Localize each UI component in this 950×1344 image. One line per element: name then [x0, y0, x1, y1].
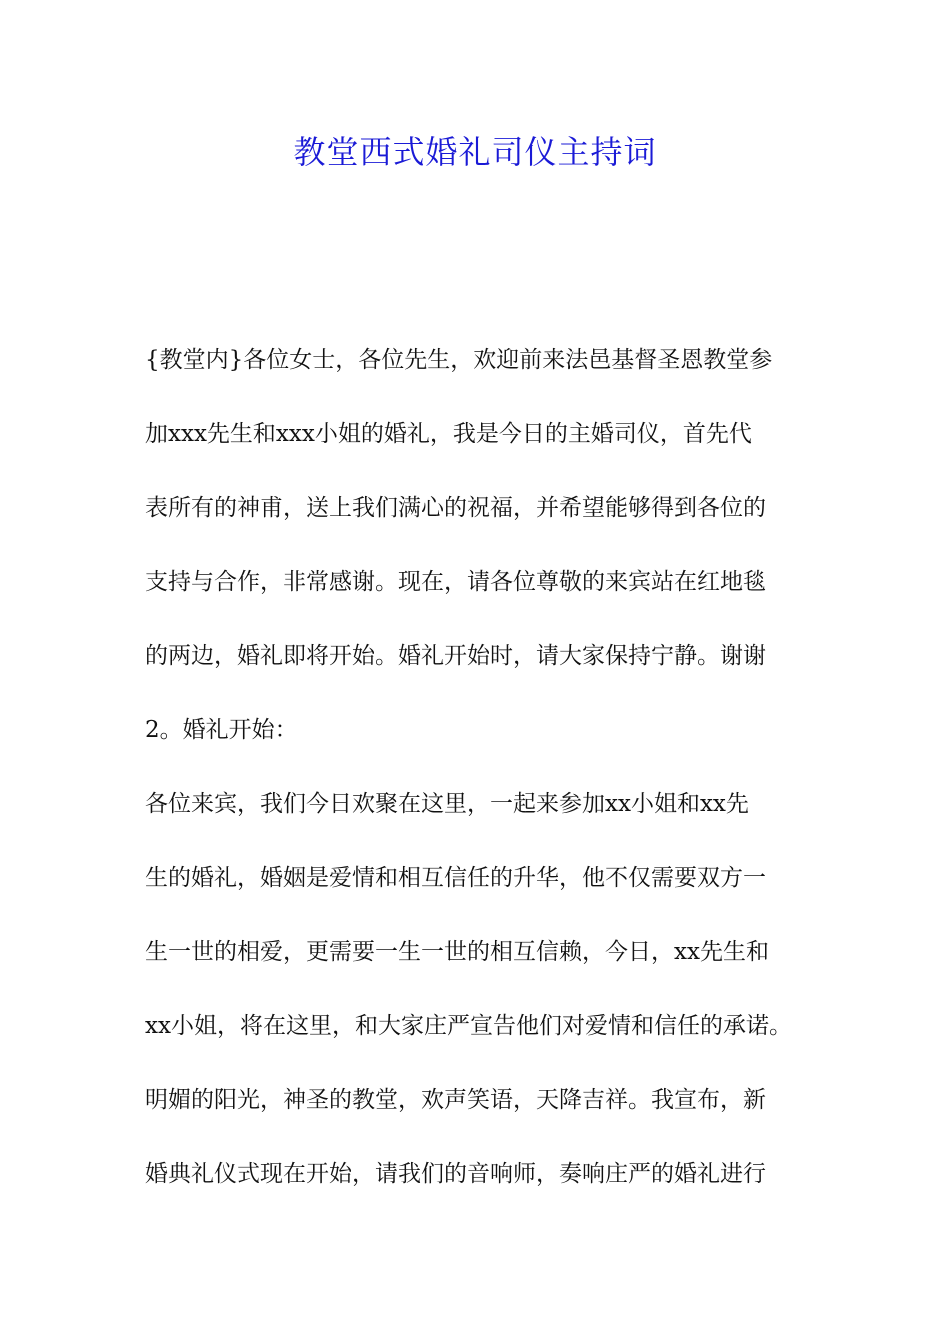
paragraph-line: xx小姐，将在这里，和大家庄严宣告他们对爱情和信任的承诺。 — [145, 1013, 792, 1039]
paragraph-line: 明媚的阳光，神圣的教堂，欢声笑语，天降吉祥。我宣布，新 — [145, 1087, 766, 1113]
paragraph-line: 生的婚礼，婚姻是爱情和相互信任的升华，他不仅需要双方一 — [145, 865, 766, 891]
document-body — [145, 336, 810, 1224]
paragraph-line: 加xxx先生和xxx小姐的婚礼，我是今日的主婚司仪，首先代 — [145, 421, 752, 447]
section-heading: 2。婚礼开始： — [145, 717, 298, 743]
paragraph-line: 支持与合作，非常感谢。现在，请各位尊敬的来宾站在红地毯 — [145, 569, 766, 595]
paragraph-line: 各位来宾，我们今日欢聚在这里，一起来参加xx小姐和xx先 — [145, 791, 749, 817]
paragraph-line: 婚典礼仪式现在开始，请我们的音响师，奏响庄严的婚礼进行 — [145, 1161, 766, 1187]
paragraph-line: {教堂内}各位女士，各位先生，欢迎前来法邑基督圣恩教堂参 — [145, 347, 773, 373]
paragraph-line: 表所有的神甫，送上我们满心的祝福，并希望能够得到各位的 — [145, 495, 766, 521]
paragraph-line: 生一世的相爱，更需要一生一世的相互信赖，今日，xx先生和 — [145, 939, 769, 965]
paragraph-line: 的两边，婚礼即将开始。婚礼开始时，请大家保持宁静。谢谢 — [145, 643, 766, 669]
document-title: 教堂西式婚礼司仪主持词 — [293, 133, 657, 171]
